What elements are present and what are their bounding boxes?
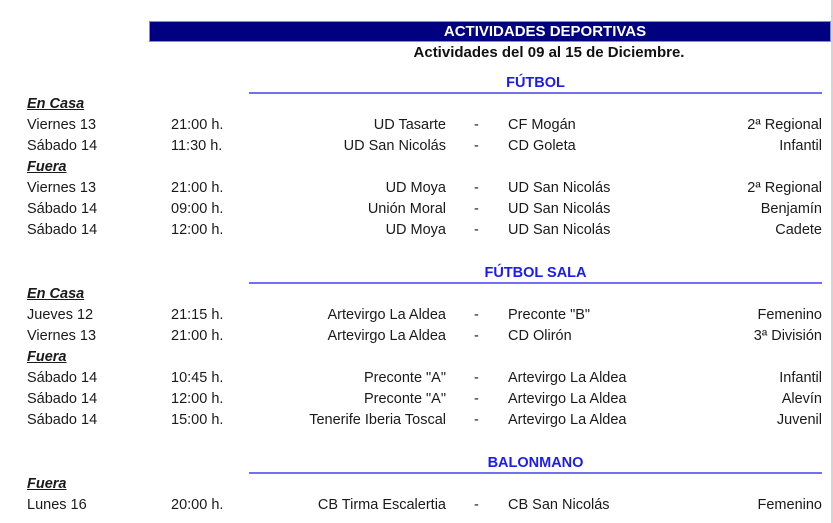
match-row bbox=[0, 199, 833, 220]
date-range-subtitle: Actividades del 09 al 15 de Diciembre. bbox=[413, 44, 685, 61]
match-row bbox=[0, 495, 833, 516]
home-team: Unión Moral bbox=[367, 201, 446, 217]
section-header-balonmano: BALONMANO bbox=[249, 454, 822, 474]
vs-separator: - bbox=[474, 497, 479, 513]
away-team: Preconte "B" bbox=[508, 307, 591, 323]
away-team: Artevirgo La Aldea bbox=[508, 412, 627, 428]
home-team: Artevirgo La Aldea bbox=[327, 307, 446, 323]
away-team: CB San Nicolás bbox=[508, 497, 610, 513]
away-team: Artevirgo La Aldea bbox=[508, 370, 627, 386]
vs-separator: - bbox=[474, 370, 479, 386]
away-team: Artevirgo La Aldea bbox=[508, 391, 627, 407]
home-team: Tenerife Iberia Toscal bbox=[309, 412, 446, 428]
match-category: Femenino bbox=[757, 497, 822, 513]
home-team: UD Moya bbox=[385, 180, 446, 196]
match-row bbox=[0, 136, 833, 157]
group-label-fuera: Fuera bbox=[27, 159, 67, 175]
match-time: 21:00 h. bbox=[171, 180, 224, 196]
home-team: UD San Nicolás bbox=[343, 138, 446, 154]
match-category: Infantil bbox=[779, 138, 822, 154]
vs-separator: - bbox=[474, 222, 479, 238]
vs-separator: - bbox=[474, 117, 479, 133]
match-category: Infantil bbox=[779, 370, 822, 386]
section-header-futbol: FÚTBOL bbox=[249, 74, 822, 94]
home-team: Preconte "A" bbox=[363, 370, 446, 386]
home-team: CB Tirma Escalertia bbox=[317, 497, 446, 513]
section-header-futbol-sala: FÚTBOL SALA bbox=[249, 264, 822, 284]
away-team: CD Goleta bbox=[508, 138, 576, 154]
match-category: 3ª División bbox=[753, 328, 822, 344]
vs-separator: - bbox=[474, 328, 479, 344]
group-label-en-casa: En Casa bbox=[27, 286, 85, 302]
vs-separator: - bbox=[474, 307, 479, 323]
vs-separator: - bbox=[474, 391, 479, 407]
match-time: 21:00 h. bbox=[171, 328, 224, 344]
match-day: Jueves 12 bbox=[27, 307, 94, 323]
match-category: Benjamín bbox=[760, 201, 822, 217]
match-time: 09:00 h. bbox=[171, 201, 224, 217]
match-day: Viernes 13 bbox=[27, 328, 97, 344]
match-category: Cadete bbox=[775, 222, 822, 238]
match-time: 12:00 h. bbox=[171, 391, 224, 407]
match-day: Sábado 14 bbox=[27, 222, 98, 238]
vs-separator: - bbox=[474, 412, 479, 428]
match-time: 10:45 h. bbox=[171, 370, 224, 386]
away-team: UD San Nicolás bbox=[508, 180, 611, 196]
page-title: ACTIVIDADES DEPORTIVAS bbox=[443, 23, 647, 40]
match-category: Juvenil bbox=[776, 412, 822, 428]
match-day: Sábado 14 bbox=[27, 391, 98, 407]
away-team: CD Olirón bbox=[508, 328, 572, 344]
vs-separator: - bbox=[474, 138, 479, 154]
match-category: Femenino bbox=[757, 307, 822, 323]
match-category: 2ª Regional bbox=[747, 180, 822, 196]
match-time: 21:00 h. bbox=[171, 117, 224, 133]
match-time: 12:00 h. bbox=[171, 222, 224, 238]
match-day: Sábado 14 bbox=[27, 138, 98, 154]
match-row bbox=[0, 389, 833, 410]
match-category: Alevín bbox=[781, 391, 822, 407]
match-row bbox=[0, 326, 833, 347]
home-team: Artevirgo La Aldea bbox=[327, 328, 446, 344]
match-row bbox=[0, 178, 833, 199]
home-team: UD Moya bbox=[385, 222, 446, 238]
home-team: UD Tasarte bbox=[373, 117, 446, 133]
home-team: Preconte "A" bbox=[363, 391, 446, 407]
group-label-en-casa: En Casa bbox=[27, 96, 85, 112]
away-team: UD San Nicolás bbox=[508, 222, 611, 238]
group-label-fuera: Fuera bbox=[27, 476, 67, 492]
page-title-banner bbox=[149, 21, 831, 42]
match-row bbox=[0, 410, 833, 431]
away-team: UD San Nicolás bbox=[508, 201, 611, 217]
match-time: 11:30 h. bbox=[171, 138, 223, 154]
match-time: 21:15 h. bbox=[171, 307, 224, 323]
match-day: Sábado 14 bbox=[27, 412, 98, 428]
match-category: 2ª Regional bbox=[747, 117, 822, 133]
match-day: Viernes 13 bbox=[27, 117, 97, 133]
match-row bbox=[0, 115, 833, 136]
match-day: Sábado 14 bbox=[27, 370, 98, 386]
match-row bbox=[0, 368, 833, 389]
match-row bbox=[0, 305, 833, 326]
match-day: Sábado 14 bbox=[27, 201, 98, 217]
match-day: Viernes 13 bbox=[27, 180, 97, 196]
away-team: CF Mogán bbox=[508, 117, 576, 133]
match-time: 15:00 h. bbox=[171, 412, 224, 428]
match-day: Lunes 16 bbox=[27, 497, 87, 513]
match-time: 20:00 h. bbox=[171, 497, 224, 513]
vs-separator: - bbox=[474, 180, 479, 196]
group-label-fuera: Fuera bbox=[27, 349, 67, 365]
match-row bbox=[0, 220, 833, 241]
vs-separator: - bbox=[474, 201, 479, 217]
